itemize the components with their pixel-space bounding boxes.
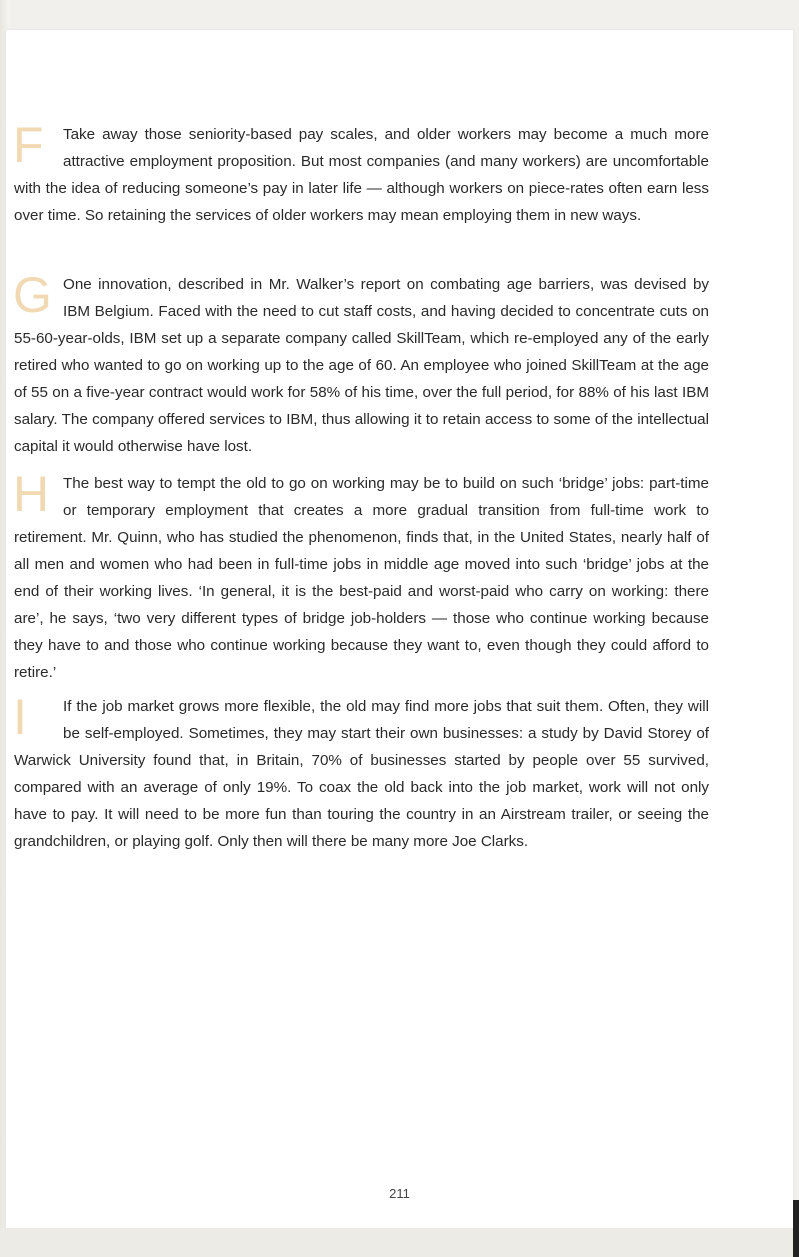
paragraph-h	[13, 466, 709, 686]
page-bottom-edge	[0, 1228, 799, 1257]
book-spine-edge	[793, 1200, 799, 1257]
dropcap-f: F	[13, 117, 44, 173]
paragraph-g	[13, 267, 709, 460]
dropcap-h: H	[13, 466, 50, 522]
book-page	[6, 30, 793, 1230]
paragraph-f-text: Take away those seniority-based pay scales, and older workers may become a much more attractive employment proposition. But most companies (and many workers) are uncomfortable with the idea of reducing someone’s pay in later life — although workers on piece-rates often earn less over time. So retaining the services of older workers may mean employing them in new ways.	[14, 126, 709, 224]
dropcap-i: I	[13, 689, 27, 745]
paragraph-i	[13, 689, 709, 855]
dropcap-g: G	[13, 267, 52, 323]
paragraph-h-text: The best way to tempt the old to go on working may be to build on such ‘bridge’ jobs: part-time or temporary employment that creates a more gradual transition from full-time work to retirement. Mr. Quinn, who has studied the phenomenon, finds that, in the United States, nearly half of all men and women who had been in full-time jobs in middle age moved into such ‘bridge’ jobs at the end of their working lives. ‘In general, it is the best-paid and worst-paid who carry on working: there are’, he says, ‘two very different types of bridge job-holders — those who continue working because they have to and those who continue working because they want to, even though they could afford to retire.’	[14, 475, 709, 681]
paragraph-i-text: If the job market grows more flexible, the old may find more jobs that suit them. Often, they will be self-employed. Sometimes, they may start their own businesses: a study by David Storey of Warwick University found that, in Britain, 70% of businesses started by people over 55 survived, compared with an average of only 19%. To coax the old back into the job market, work will not only have to pay. It will need to be more fun than touring the country in an Airstream trailer, or seeing the grandchildren, or playing golf. Only then will there be many more Joe Clarks.	[14, 698, 709, 850]
paragraph-f	[13, 117, 709, 229]
paragraph-g-text: One innovation, described in Mr. Walker’s report on combating age barriers, was devised by IBM Belgium. Faced with the need to cut staff costs, and having decided to concentrate cuts on 55-60-year-olds, IBM set up a separate company called SkillTeam, which re-employed any of the early retired who wanted to go on working up to the age of 60. An employee who joined SkillTeam at the age of 55 on a five-year contract would work for 58% of his time, over the full period, for 88% of his last IBM salary. The company offered services to IBM, thus allowing it to retain access to some of the intellectual capital it would otherwise have lost.	[14, 276, 709, 455]
page-number: 211	[389, 1186, 410, 1201]
